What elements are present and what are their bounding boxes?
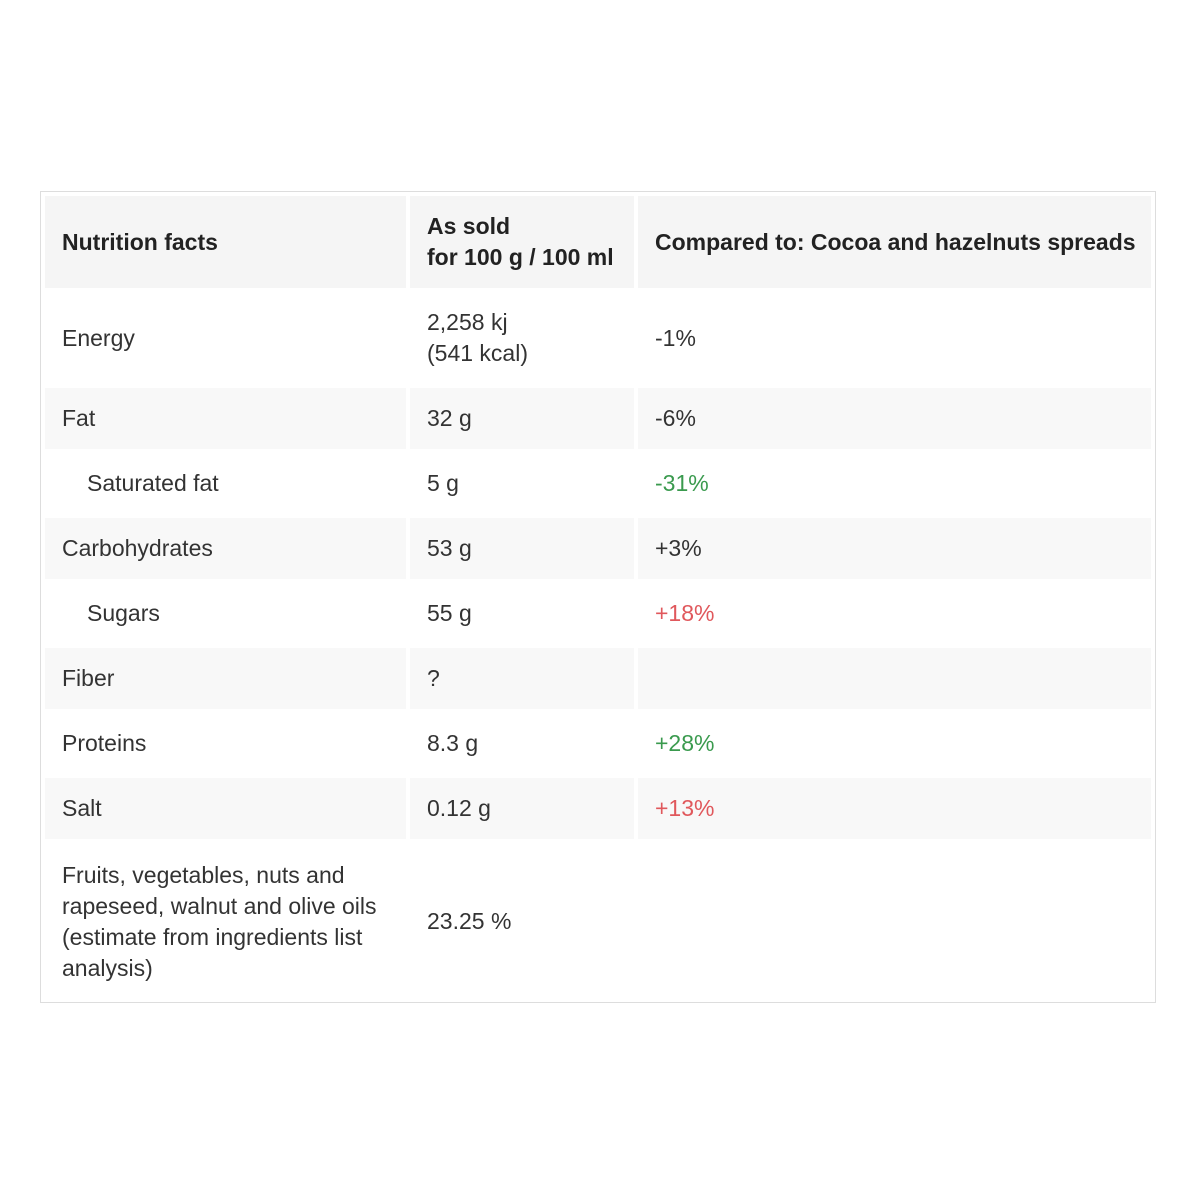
row-value [410, 292, 634, 384]
table-row-salt [45, 778, 1151, 839]
header-as-sold-line2: for 100 g / 100 ml [427, 244, 614, 270]
row-label-cell [45, 453, 406, 514]
table-row-sugars [45, 583, 1151, 644]
row-compare [638, 648, 1151, 709]
table-row-fat [45, 388, 1151, 449]
table-row-proteins [45, 713, 1151, 774]
row-label: Fat [45, 388, 406, 449]
row-compare [638, 843, 1151, 1000]
row-label: Carbohydrates [45, 518, 406, 579]
table-row-fiber [45, 648, 1151, 709]
row-value: 55 g [410, 583, 634, 644]
table-row-energy [45, 292, 1151, 384]
table-row-carbohydrates [45, 518, 1151, 579]
row-label: Sugars [87, 600, 160, 626]
row-compare: -31% [638, 453, 1151, 514]
row-compare: -1% [638, 292, 1151, 384]
header-nutrition-facts: Nutrition facts [45, 196, 406, 288]
energy-kj-value: 2,258 kj [427, 309, 508, 335]
row-label: Fiber [45, 648, 406, 709]
header-as-sold [410, 196, 634, 288]
header-compared-to: Compared to: Cocoa and hazelnuts spreads [638, 196, 1151, 288]
table-row-saturated-fat [45, 453, 1151, 514]
row-compare: +28% [638, 713, 1151, 774]
row-value: 8.3 g [410, 713, 634, 774]
row-label: Fruits, vegetables, nuts and rapeseed, walnut and olive oils (estimate from ingredients list analysis) [62, 861, 377, 981]
row-label-cell [45, 843, 406, 1000]
row-value: 53 g [410, 518, 634, 579]
row-compare: +3% [638, 518, 1151, 579]
row-label: Proteins [45, 713, 406, 774]
header-as-sold-line1: As sold [427, 213, 511, 239]
row-value: 23.25 % [410, 843, 634, 1000]
nutrition-table [41, 192, 1155, 1004]
row-compare: -6% [638, 388, 1151, 449]
table-row-fruits-vegetables [45, 843, 1151, 1000]
row-value: ? [410, 648, 634, 709]
row-label: Salt [45, 778, 406, 839]
row-label-cell [45, 583, 406, 644]
nutrition-table-container [40, 191, 1156, 1003]
row-compare: +18% [638, 583, 1151, 644]
table-header-row [45, 196, 1151, 288]
row-value: 5 g [410, 453, 634, 514]
energy-kcal-value: (541 kcal) [427, 340, 528, 366]
row-compare: +13% [638, 778, 1151, 839]
row-value: 0.12 g [410, 778, 634, 839]
row-value: 32 g [410, 388, 634, 449]
row-label: Saturated fat [87, 470, 219, 496]
row-label: Energy [45, 292, 406, 384]
